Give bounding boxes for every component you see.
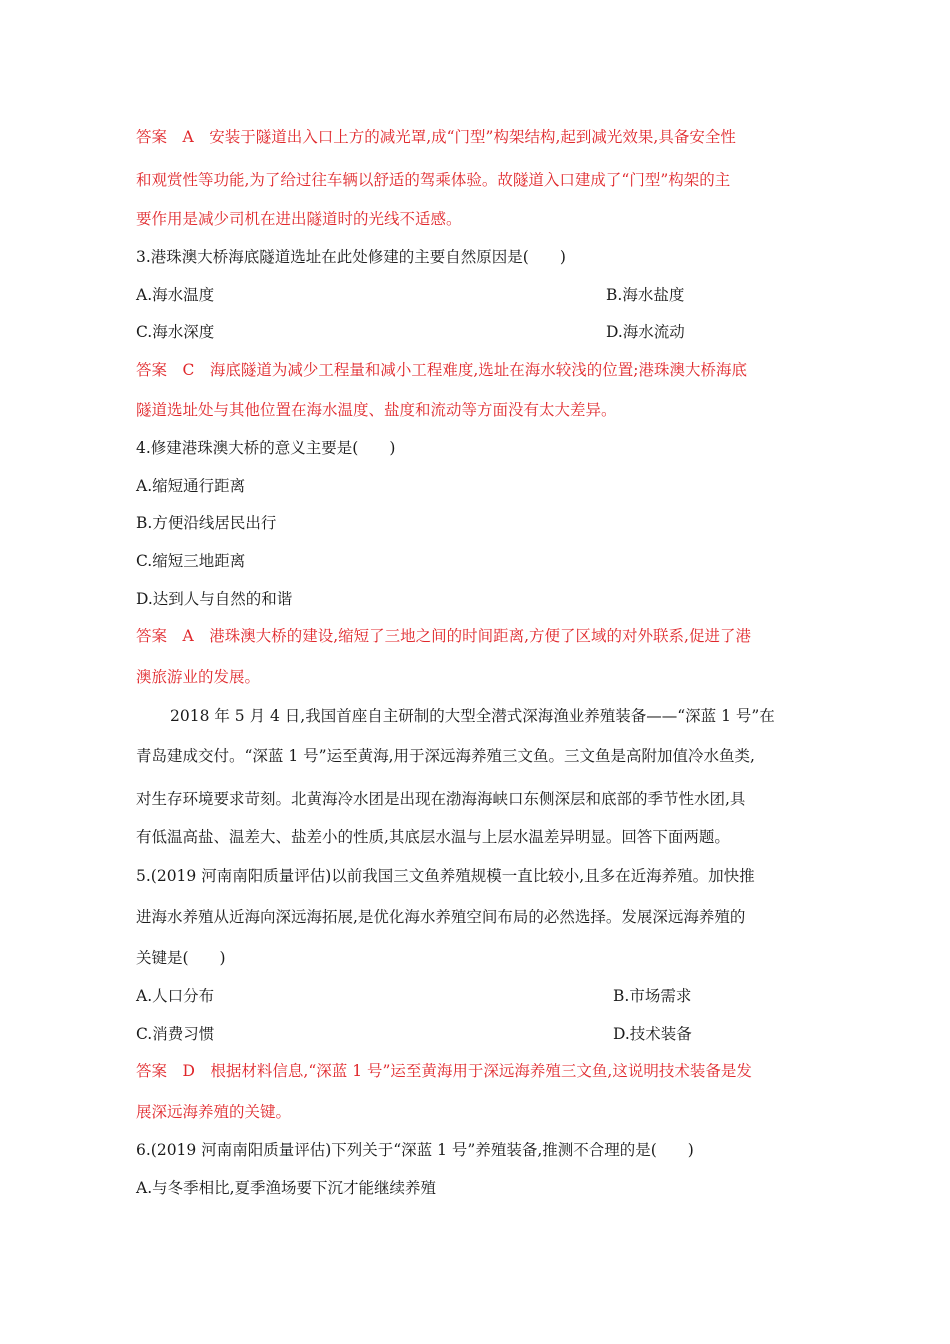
passage-line-1: 2018 年 5 月 4 日,我国首座自主研制的大型全潜式深海渔业养殖装备——“深蓝 1 号”在 <box>170 707 775 725</box>
q4-option-a: A.缩短通行距离 <box>136 477 246 495</box>
q4-option-c: C.缩短三地距离 <box>136 552 246 570</box>
q5-stem-line-1: 5.(2019 河南南阳质量评估)以前我国三文鱼养殖规模一直比较小,且多在近海养殖。加快推 <box>136 867 755 885</box>
q4-answer-line-2: 澳旅游业的发展。 <box>136 668 261 686</box>
q2-answer-line-3: 要作用是减少司机在进出隧道时的光线不适感。 <box>136 210 462 228</box>
q4-option-d: D.达到人与自然的和谐 <box>136 590 293 608</box>
q2-answer-line-1: 答案 A 安装于隧道出入口上方的减光罩,成“门型”构架结构,起到减光效果,具备安全性 <box>136 128 736 146</box>
q6-option-a: A.与冬季相比,夏季渔场要下沉才能继续养殖 <box>136 1179 437 1197</box>
q3-stem: 3.港珠澳大桥海底隧道选址在此处修建的主要自然原因是( ) <box>136 248 566 266</box>
q5-option-d: D.技术装备 <box>613 1025 692 1043</box>
q5-stem-line-3: 关键是( ) <box>136 949 226 967</box>
q5-answer-line-2: 展深远海养殖的关键。 <box>136 1103 292 1121</box>
q4-option-b: B.方便沿线居民出行 <box>136 514 277 532</box>
passage-line-3: 对生存环境要求苛刻。北黄海冷水团是出现在渤海海峡口东侧深层和底部的季节性水团,具 <box>136 790 746 808</box>
q2-answer-line-2: 和观赏性等功能,为了给过往车辆以舒适的驾乘体验。故隧道入口建成了“门型”构架的主 <box>136 171 731 189</box>
q4-stem: 4.修建港珠澳大桥的意义主要是( ) <box>136 439 396 457</box>
passage-line-4: 有低温高盐、温差大、盐差小的性质,其底层水温与上层水温差异明显。回答下面两题。 <box>136 828 730 846</box>
q3-option-d: D.海水流动 <box>606 323 685 341</box>
q5-stem-line-2: 进海水养殖从近海向深远海拓展,是优化海水养殖空间布局的必然选择。发展深远海养殖的 <box>136 908 746 926</box>
q6-stem: 6.(2019 河南南阳质量评估)下列关于“深蓝 1 号”养殖装备,推测不合理的是( ) <box>136 1141 694 1159</box>
q3-option-c: C.海水深度 <box>136 323 215 341</box>
q3-answer-line-2: 隧道选址处与其他位置在海水温度、盐度和流动等方面没有太大差异。 <box>136 401 617 419</box>
passage-line-2: 青岛建成交付。“深蓝 1 号”运至黄海,用于深远海养殖三文鱼。三文鱼是高附加值冷水鱼类, <box>136 747 755 765</box>
q5-option-b: B.市场需求 <box>613 987 692 1005</box>
q4-answer-line-1: 答案 A 港珠澳大桥的建设,缩短了三地之间的时间距离,方便了区域的对外联系,促进了港 <box>136 627 751 645</box>
q5-option-a: A.人口分布 <box>136 987 215 1005</box>
q3-answer-line-1: 答案 C 海底隧道为减少工程量和减小工程难度,选址在海水较浅的位置;港珠澳大桥海底 <box>136 361 748 379</box>
q3-option-a: A.海水温度 <box>136 286 215 304</box>
q5-answer-line-1: 答案 D 根据材料信息,“深蓝 1 号”运至黄海用于深远海养殖三文鱼,这说明技术装备是发 <box>136 1062 752 1080</box>
q5-option-c: C.消费习惯 <box>136 1025 215 1043</box>
q3-option-b: B.海水盐度 <box>606 286 685 304</box>
